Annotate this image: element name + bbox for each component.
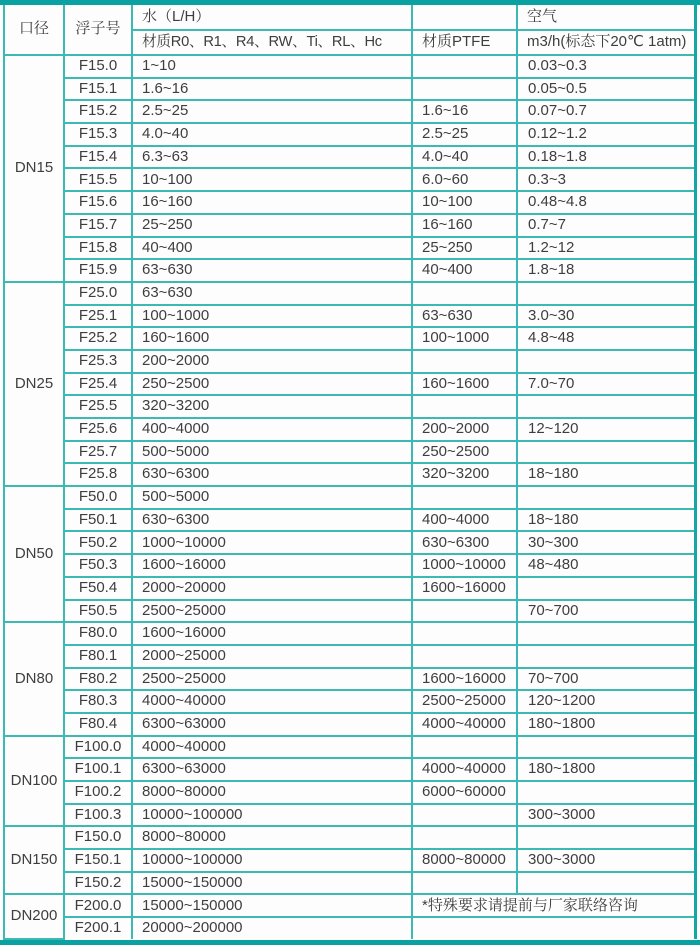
air-cell: 70~700 <box>517 600 696 623</box>
float-cell: F50.0 <box>64 486 132 509</box>
table-holder <box>0 5 700 940</box>
table-row <box>4 509 696 532</box>
water-metal-cell: 2000~25000 <box>132 645 412 668</box>
float-cell: F50.2 <box>64 531 132 554</box>
air-cell <box>517 350 696 373</box>
table-row <box>4 600 696 623</box>
float-cell: F15.9 <box>64 259 132 282</box>
table-row <box>4 713 696 736</box>
water-ptfe-cell <box>412 645 517 668</box>
float-cell: F150.1 <box>64 849 132 872</box>
water-metal-cell: 2500~25000 <box>132 600 412 623</box>
water-ptfe-cell <box>412 350 517 373</box>
table-row <box>4 826 696 849</box>
header-water-title: 水（L/H） <box>132 5 412 30</box>
water-ptfe-cell: 250~2500 <box>412 441 517 464</box>
water-ptfe-cell: 1.6~16 <box>412 100 517 123</box>
table-row <box>4 146 696 169</box>
water-metal-cell: 4.0~40 <box>132 123 412 146</box>
header-water-ptfe: 材质PTFE <box>412 30 517 55</box>
air-cell: 12~120 <box>517 418 696 441</box>
float-cell: F15.2 <box>64 100 132 123</box>
float-cell: F50.5 <box>64 600 132 623</box>
header-water-metal: 材质R0、R1、R4、RW、Ti、RL、Hc <box>132 30 412 55</box>
header-row-1 <box>4 5 696 30</box>
air-cell <box>517 577 696 600</box>
water-ptfe-cell: 4.0~40 <box>412 146 517 169</box>
air-cell: 300~3000 <box>517 804 696 827</box>
water-metal-cell: 20000~200000 <box>132 917 412 939</box>
float-cell: F100.1 <box>64 758 132 781</box>
table-row <box>4 554 696 577</box>
air-cell <box>517 736 696 759</box>
float-cell: F80.1 <box>64 645 132 668</box>
air-cell <box>517 645 696 668</box>
air-cell: 4.8~48 <box>517 327 696 350</box>
water-metal-cell: 1600~16000 <box>132 554 412 577</box>
float-cell: F15.1 <box>64 78 132 101</box>
table-row <box>4 758 696 781</box>
air-cell: 120~1200 <box>517 690 696 713</box>
float-cell: F100.2 <box>64 781 132 804</box>
table-row <box>4 917 696 939</box>
diameter-cell: DN50 <box>4 486 64 622</box>
water-metal-cell: 8000~80000 <box>132 781 412 804</box>
water-ptfe-cell: 40~400 <box>412 259 517 282</box>
float-cell: F15.5 <box>64 168 132 191</box>
table-row <box>4 622 696 645</box>
water-ptfe-cell: 320~3200 <box>412 463 517 486</box>
float-cell: F15.0 <box>64 55 132 78</box>
air-cell: 18~180 <box>517 463 696 486</box>
float-cell: F50.4 <box>64 577 132 600</box>
water-ptfe-cell: 6000~60000 <box>412 781 517 804</box>
water-metal-cell: 25~250 <box>132 214 412 237</box>
water-ptfe-cell: 400~4000 <box>412 509 517 532</box>
diameter-cell: DN100 <box>4 736 64 827</box>
water-metal-cell: 4000~40000 <box>132 736 412 759</box>
water-ptfe-cell: 25~250 <box>412 237 517 260</box>
air-cell: 30~300 <box>517 531 696 554</box>
air-cell: 300~3000 <box>517 849 696 872</box>
air-cell <box>517 826 696 849</box>
air-cell: 0.03~0.3 <box>517 55 696 78</box>
header-float-no: 浮子号 <box>64 5 132 55</box>
diameter-cell: DN15 <box>4 55 64 282</box>
water-ptfe-cell: 16~160 <box>412 214 517 237</box>
water-metal-cell: 10~100 <box>132 168 412 191</box>
table-row <box>4 350 696 373</box>
air-cell: 1.2~12 <box>517 237 696 260</box>
float-cell: F15.3 <box>64 123 132 146</box>
table-row <box>4 123 696 146</box>
water-metal-cell: 1~10 <box>132 55 412 78</box>
air-cell <box>517 781 696 804</box>
water-metal-cell: 320~3200 <box>132 395 412 418</box>
air-cell: 3.0~30 <box>517 305 696 328</box>
air-cell: 0.3~3 <box>517 168 696 191</box>
table-row <box>4 282 696 305</box>
diameter-cell: DN80 <box>4 622 64 735</box>
water-metal-cell: 40~400 <box>132 237 412 260</box>
water-metal-cell: 6300~63000 <box>132 713 412 736</box>
water-metal-cell: 250~2500 <box>132 373 412 396</box>
water-metal-cell: 1000~10000 <box>132 531 412 554</box>
water-metal-cell: 15000~150000 <box>132 872 412 895</box>
water-metal-cell: 63~630 <box>132 282 412 305</box>
water-ptfe-cell <box>412 872 517 895</box>
table-row <box>4 191 696 214</box>
table-row <box>4 327 696 350</box>
table-row <box>4 463 696 486</box>
water-metal-cell: 6.3~63 <box>132 146 412 169</box>
float-cell: F25.6 <box>64 418 132 441</box>
water-metal-cell: 100~1000 <box>132 305 412 328</box>
float-cell: F25.3 <box>64 350 132 373</box>
table-header <box>4 5 696 55</box>
float-cell: F15.4 <box>64 146 132 169</box>
float-cell: F80.2 <box>64 668 132 691</box>
float-cell: F25.2 <box>64 327 132 350</box>
header-water-spacer-cell <box>412 5 517 30</box>
water-ptfe-cell <box>412 55 517 78</box>
float-cell: F25.0 <box>64 282 132 305</box>
water-metal-cell: 160~1600 <box>132 327 412 350</box>
water-ptfe-cell <box>412 804 517 827</box>
water-metal-cell: 400~4000 <box>132 418 412 441</box>
note-cell: *特殊要求请提前与厂家联络咨询 <box>412 894 696 917</box>
water-ptfe-cell <box>412 486 517 509</box>
table-row <box>4 531 696 554</box>
water-metal-cell: 15000~150000 <box>132 894 412 917</box>
water-metal-cell: 2000~20000 <box>132 577 412 600</box>
table-row <box>4 395 696 418</box>
water-ptfe-cell <box>412 622 517 645</box>
air-cell <box>517 441 696 464</box>
water-ptfe-cell <box>412 600 517 623</box>
water-metal-cell: 2.5~25 <box>132 100 412 123</box>
table-row <box>4 849 696 872</box>
table-bottom-border <box>0 940 700 945</box>
table-row <box>4 872 696 895</box>
float-cell: F150.0 <box>64 826 132 849</box>
water-metal-cell: 8000~80000 <box>132 826 412 849</box>
float-cell: F80.0 <box>64 622 132 645</box>
water-ptfe-cell: 2500~25000 <box>412 690 517 713</box>
float-cell: F100.3 <box>64 804 132 827</box>
air-cell <box>517 395 696 418</box>
water-metal-cell: 63~630 <box>132 259 412 282</box>
water-ptfe-cell <box>412 826 517 849</box>
table-row <box>4 418 696 441</box>
water-ptfe-cell: 2.5~25 <box>412 123 517 146</box>
air-cell <box>517 872 696 895</box>
flowmeter-spec-table <box>3 5 697 940</box>
air-cell: 0.07~0.7 <box>517 100 696 123</box>
water-metal-cell: 500~5000 <box>132 486 412 509</box>
water-metal-cell: 200~2000 <box>132 350 412 373</box>
water-ptfe-cell: 200~2000 <box>412 418 517 441</box>
diameter-cell: DN150 <box>4 826 64 894</box>
header-diameter: 口径 <box>4 5 64 55</box>
water-ptfe-cell: 4000~40000 <box>412 758 517 781</box>
table-row <box>4 577 696 600</box>
float-cell: F100.0 <box>64 736 132 759</box>
water-ptfe-cell: 1000~10000 <box>412 554 517 577</box>
air-cell <box>517 622 696 645</box>
air-cell: 48~480 <box>517 554 696 577</box>
table-row <box>4 441 696 464</box>
water-ptfe-cell: 1600~16000 <box>412 668 517 691</box>
water-metal-cell: 6300~63000 <box>132 758 412 781</box>
table-row <box>4 259 696 282</box>
water-ptfe-cell: 4000~40000 <box>412 713 517 736</box>
water-ptfe-cell: 160~1600 <box>412 373 517 396</box>
float-cell: F200.1 <box>64 917 132 939</box>
table-row <box>4 486 696 509</box>
water-ptfe-cell: 6.0~60 <box>412 168 517 191</box>
table-row <box>4 214 696 237</box>
table-row <box>4 690 696 713</box>
water-metal-cell: 1600~16000 <box>132 622 412 645</box>
air-cell: 180~1800 <box>517 713 696 736</box>
air-cell: 70~700 <box>517 668 696 691</box>
table-row <box>4 100 696 123</box>
float-cell: F50.3 <box>64 554 132 577</box>
water-ptfe-cell: 1600~16000 <box>412 577 517 600</box>
table-row <box>4 373 696 396</box>
water-ptfe-cell <box>412 736 517 759</box>
table-row <box>4 894 696 917</box>
air-cell: 7.0~70 <box>517 373 696 396</box>
air-cell: 0.05~0.5 <box>517 78 696 101</box>
table-row <box>4 305 696 328</box>
diameter-cell: DN200 <box>4 894 64 939</box>
air-cell: 18~180 <box>517 509 696 532</box>
table-row <box>4 645 696 668</box>
table-row <box>4 55 696 78</box>
header-air-condition: m3/h(标态下20℃ 1atm) <box>517 30 696 55</box>
table-row <box>4 668 696 691</box>
float-cell: F25.5 <box>64 395 132 418</box>
water-metal-cell: 4000~40000 <box>132 690 412 713</box>
float-cell: F80.3 <box>64 690 132 713</box>
air-cell: 0.18~1.8 <box>517 146 696 169</box>
water-ptfe-cell <box>412 78 517 101</box>
water-metal-cell: 10000~100000 <box>132 849 412 872</box>
float-cell: F15.8 <box>64 237 132 260</box>
water-ptfe-cell: 100~1000 <box>412 327 517 350</box>
float-cell: F25.7 <box>64 441 132 464</box>
float-cell: F150.2 <box>64 872 132 895</box>
water-metal-cell: 10000~100000 <box>132 804 412 827</box>
float-cell: F25.1 <box>64 305 132 328</box>
water-ptfe-cell: 10~100 <box>412 191 517 214</box>
water-metal-cell: 1.6~16 <box>132 78 412 101</box>
spec-table-body <box>4 55 696 939</box>
float-cell: F25.8 <box>64 463 132 486</box>
water-ptfe-cell: 630~6300 <box>412 531 517 554</box>
air-cell <box>517 282 696 305</box>
table-row <box>4 78 696 101</box>
water-metal-cell: 2500~25000 <box>132 668 412 691</box>
air-cell: 0.48~4.8 <box>517 191 696 214</box>
table-row <box>4 168 696 191</box>
table-row <box>4 781 696 804</box>
air-cell <box>517 486 696 509</box>
air-cell: 0.12~1.2 <box>517 123 696 146</box>
table-row <box>4 736 696 759</box>
header-air-title: 空气 <box>517 5 696 30</box>
float-cell: F15.7 <box>64 214 132 237</box>
diameter-cell: DN25 <box>4 282 64 486</box>
water-ptfe-cell: 63~630 <box>412 305 517 328</box>
float-cell: F80.4 <box>64 713 132 736</box>
air-cell: 1.8~18 <box>517 259 696 282</box>
float-cell: F15.6 <box>64 191 132 214</box>
air-cell: 180~1800 <box>517 758 696 781</box>
water-metal-cell: 16~160 <box>132 191 412 214</box>
table-row <box>4 804 696 827</box>
float-cell: F50.1 <box>64 509 132 532</box>
float-cell: F25.4 <box>64 373 132 396</box>
water-ptfe-cell <box>412 282 517 305</box>
air-cell: 0.7~7 <box>517 214 696 237</box>
note-cell <box>412 917 696 939</box>
float-cell: F200.0 <box>64 894 132 917</box>
water-ptfe-cell <box>412 395 517 418</box>
table-row <box>4 237 696 260</box>
water-metal-cell: 630~6300 <box>132 463 412 486</box>
water-metal-cell: 630~6300 <box>132 509 412 532</box>
water-metal-cell: 500~5000 <box>132 441 412 464</box>
water-ptfe-cell: 8000~80000 <box>412 849 517 872</box>
